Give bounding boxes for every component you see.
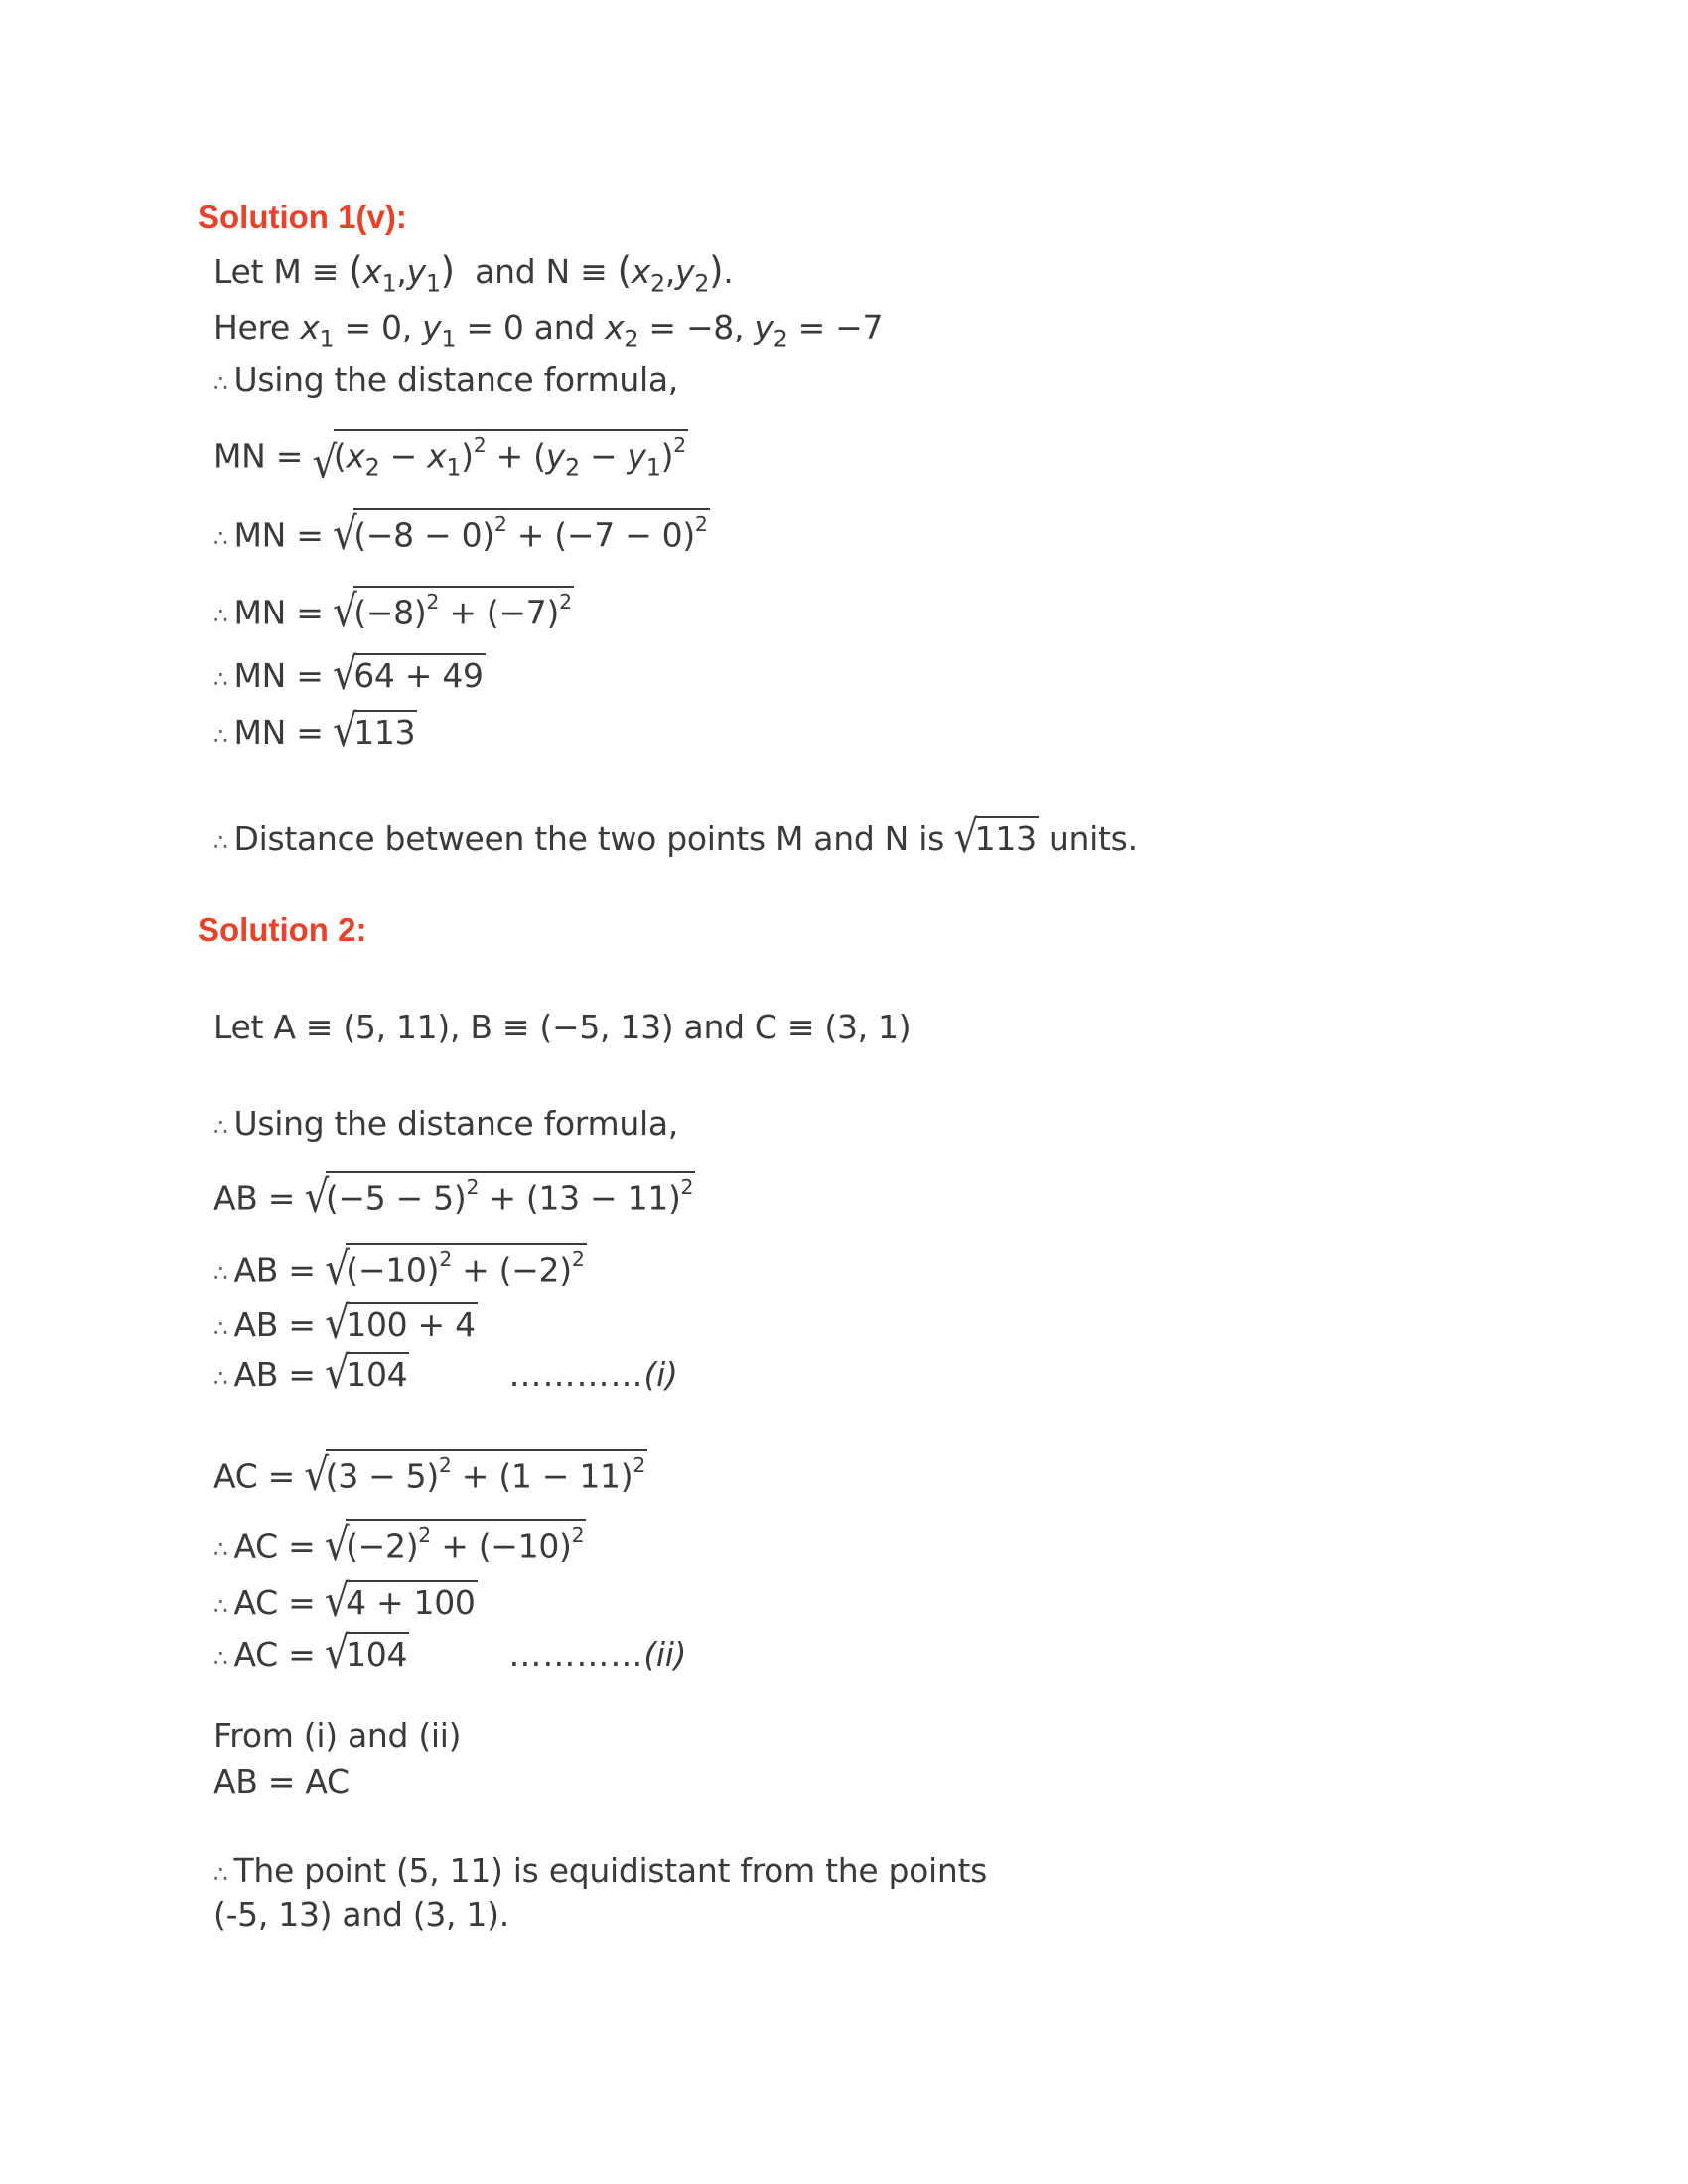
sol1-step3: ∴ MN = √ 64 + 49 bbox=[213, 653, 486, 692]
sol2-let-line: Let A ≡ (5, 11), B ≡ (−5, 13) and C ≡ (3, 1) bbox=[213, 1008, 912, 1046]
sol1-conclusion: ∴ Distance between the two points M and N is √ 113 units. bbox=[213, 816, 1138, 855]
sol1-let-line: Let $M \equiv (x_1,y_1)$ and $N \equiv (x_2,y_2)$. bbox=[213, 249, 734, 298]
sol2-using-line: ∴ Using the distance formula, bbox=[213, 1104, 678, 1143]
therefore-symbol: ∴ bbox=[213, 371, 228, 397]
sol1-step1: ∴ MN = √ $(-8 - 0)^2 + (-7 - 0)^2$ bbox=[213, 508, 710, 551]
sol1-using-line: ∴ Using the distance formula, bbox=[213, 360, 678, 399]
sol2-ab-formula: AB = √ $(-5 - 5)^2 + (13 - 11)^2$ bbox=[213, 1171, 695, 1214]
solution-2-heading: Solution 2: bbox=[198, 911, 367, 948]
sol2-conclusion-2: (-5, 13) and (3, 1). bbox=[213, 1895, 509, 1934]
sol2-equal-line: AB = AC bbox=[213, 1762, 350, 1801]
sol2-ac-step2: ∴ AC = √ 4 + 100 bbox=[213, 1580, 478, 1619]
sol1-here-line: Here $x_1 = 0$, $y_1 = 0$ and $x_2 = -8$, $y_2 = -7$ bbox=[213, 308, 884, 353]
sol1-step2: ∴ MN = √ $(-8)^2 + (-7)^2$ bbox=[213, 586, 574, 628]
sol2-ab-step3: ∴ AB = √ 104 …………(i) bbox=[213, 1352, 678, 1391]
sol2-ac-step1: ∴ AC = √ $(-2)^2 + (-10)^2$ bbox=[213, 1519, 586, 1562]
sol1-formula: MN = √ $(x_2 - x_1)^2 + (y_2 - y_1)^2$ bbox=[213, 429, 688, 479]
sol2-ac-formula: AC = √ $(3 - 5)^2 + (1 - 11)^2$ bbox=[213, 1449, 647, 1492]
sol1-step4: ∴ MN = √ 113 bbox=[213, 710, 417, 749]
solution-1v-heading: Solution 1(v): bbox=[198, 199, 407, 235]
sol2-ac-step3: ∴ AC = √ 104 …………(ii) bbox=[213, 1632, 686, 1671]
sol2-ab-step1: ∴ AB = √ $(-10)^2 + (-2)^2$ bbox=[213, 1243, 587, 1286]
sol2-conclusion-1: ∴ The point (5, 11) is equidistant from the points bbox=[213, 1851, 988, 1890]
sol2-ab-step2: ∴ AB = √ 100 + 4 bbox=[213, 1302, 478, 1341]
sol2-from-line: From (i) and (ii) bbox=[213, 1716, 462, 1755]
